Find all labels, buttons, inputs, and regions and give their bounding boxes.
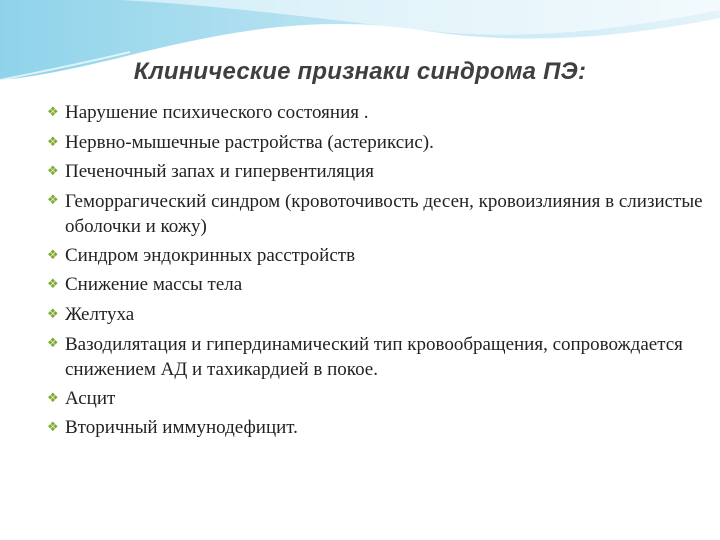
diamond-bullet-icon: ❖ — [47, 390, 59, 406]
list-item — [47, 128, 707, 158]
diamond-bullet-icon: ❖ — [47, 277, 59, 293]
diamond-bullet-icon: ❖ — [47, 105, 59, 120]
list-item — [47, 270, 707, 300]
list-item-text: Желтуха — [65, 303, 135, 325]
list-item — [47, 384, 707, 414]
list-item-text: Снижение массы тела — [65, 274, 243, 296]
diamond-bullet-icon: ❖ — [47, 306, 59, 322]
diamond-bullet-icon: ❖ — [47, 247, 59, 263]
list-item — [47, 413, 707, 443]
list-item-text: Нарушение психического состояния . — [65, 102, 369, 123]
list-item-text: Асцит — [65, 387, 116, 409]
symptom-list — [47, 98, 707, 443]
diamond-bullet-icon: ❖ — [47, 164, 59, 180]
list-item-text: Печеночный запах и гипервентиляция — [65, 161, 375, 183]
list-item — [47, 241, 707, 271]
diamond-bullet-icon: ❖ — [47, 134, 59, 150]
diamond-bullet-icon: ❖ — [47, 420, 59, 436]
list-item-text: Вазодилятация и гипердинамический тип кровообращения, сопровождается снижением АД и тахикардией в покое. — [65, 333, 683, 380]
list-item — [47, 330, 707, 384]
list-item — [47, 157, 707, 187]
slide-title: Клинические признаки синдрома ПЭ: — [133, 58, 587, 85]
list-item-text: Вторичный иммунодефицит. — [65, 417, 298, 439]
diamond-bullet-icon: ❖ — [47, 335, 59, 351]
list-item-text: Синдром эндокринных расстройств — [65, 244, 356, 266]
list-item-text: Геморрагический синдром (кровоточивость десен, кровоизлияния в слизистые оболочки и кожу) — [65, 190, 703, 237]
list-item — [47, 300, 707, 330]
diamond-bullet-icon: ❖ — [47, 192, 59, 208]
list-item — [47, 187, 707, 241]
list-item — [47, 98, 707, 128]
list-item-text: Нервно-мышечные растройства (астериксис). — [65, 131, 434, 153]
